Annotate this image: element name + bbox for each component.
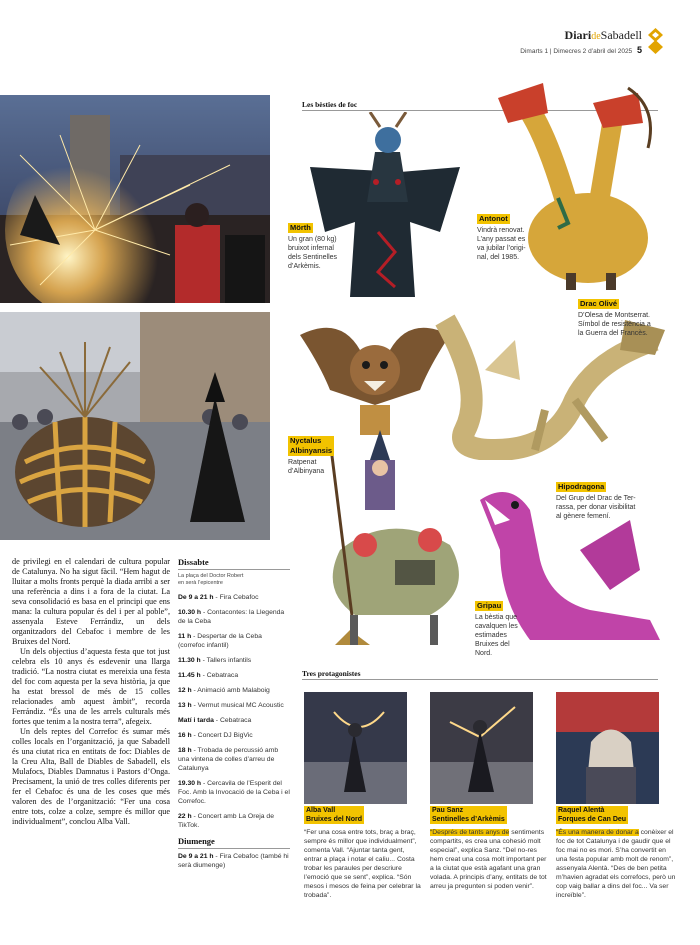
agenda-text: Cebatraca: [206, 672, 239, 679]
divider: [178, 848, 290, 849]
agenda-saturday-list: [178, 593, 290, 830]
agenda-item: [178, 686, 290, 695]
agenda-text: Contacontes: la Llegenda de la Ceba: [178, 609, 285, 625]
article-paragraph: Un dels objectius d’aquesta festa que tot just celebra els 10 anys és esdevenir una llarga tradició. “La nostra ciutat es mereixia una festa del foc com aquesta per la seva història, ja que ha estat bressol de més de 15 colles relacionades amb aquest àmbit”, recorda Ferrándiz. “És una de les arrels culturals més fortes que tenim a la nostra terra”, afegeix.: [12, 647, 170, 726]
agenda-text: Cebatraca: [219, 717, 252, 724]
agenda-item: [178, 746, 290, 773]
agenda-sunday-list: [178, 852, 290, 870]
protagonist-name-tag: Raquel Alentà Forques de Can Deu: [558, 807, 627, 823]
protagonists-section-title: Tres protagonistes: [302, 669, 361, 678]
masthead: [565, 28, 642, 43]
agenda-separator: -: [200, 672, 207, 679]
agenda-item: [178, 671, 290, 680]
agenda-text: Vermut musical MC Acoustic: [197, 702, 284, 709]
agenda-separator: -: [213, 717, 220, 724]
agenda-time: De 9 a 21 h: [178, 594, 214, 601]
agenda-separator: -: [191, 813, 198, 820]
sabadell-shield-icon: [648, 28, 663, 54]
protagonist-card-pau: [430, 806, 550, 891]
raquel-alenta-photo: [556, 692, 659, 804]
agenda-time: 11 h: [178, 633, 192, 640]
agenda-separator: -: [213, 594, 220, 601]
ceba-sculpture-photo: [0, 312, 270, 540]
agenda-separator: -: [191, 687, 198, 694]
caption-nyctalus: Nyctalus Albinyansis Ratpenat d’Albinyana: [288, 436, 333, 475]
page-number: 5: [636, 45, 642, 55]
agenda-time: 10.30 h: [178, 609, 202, 616]
correfoc-fireworks-photo: [0, 95, 270, 303]
agenda-time: 13 h: [178, 702, 192, 709]
protagonist-quote: “És una manera de donar a conèixer el foc de tot Catalunya i de gaudir que el foc mai no es mori. S’ha convertit en una festa popular amb molt de renom”, assenyala Alentà. “Des de ben petita m’havien agradat els correfocs, però un cop vaig ballar a dins del foc... Va ser increïble”.: [556, 829, 676, 899]
dateline: [520, 45, 642, 55]
divider: [302, 679, 658, 680]
article-body: [12, 557, 170, 827]
agenda-time: 22 h: [178, 813, 192, 820]
protagonist-quote: “Després de tants anys de sentiments compartits, es crea una cohesió molt especial”, explica Sanz. “Del no-res hem creat una cosa molt important per a la ciutat que està agafant una gran volada. A principis d’any, entitats de tot arreu ja pregunten si poden venir”.: [430, 829, 547, 890]
agenda-saturday-heading: Dissabte: [178, 557, 209, 567]
agenda-separator: -: [191, 702, 198, 709]
agenda-separator: -: [191, 747, 198, 754]
brand-de: de: [591, 31, 601, 42]
article-paragraph: de privilegi en el calendari de cultura popular de Catalunya. No ha sigut fàcil. “Hem hagut de lluitar a molts fronts perquè la diada arribi a ser una referència a dins i a fora de la ciutat. La seva consolidació es basa en el principi que ens mana: la cultura popular és del i per al poble”, assenyala Esteve Ferrándiz, un dels organitzadors del Cebafoc i membre de les Bruixes del Nord.: [12, 557, 170, 646]
agenda-time: 12 h: [178, 687, 192, 694]
caption-gripau: Gripau La bèstia que cavalquen les estimades Bruixes del Nord.: [475, 601, 518, 657]
protagonist-name-tag: Alba Vall Bruixes del Nord: [306, 807, 363, 823]
agenda-time: 18 h: [178, 747, 192, 754]
protagonist-name-tag: Pau Sanz Sentinelles d’Arkèmis: [432, 807, 505, 823]
alba-vall-photo: [304, 692, 407, 804]
agenda-time: 11.45 h: [178, 672, 201, 679]
protagonist-card-alba: [304, 806, 424, 900]
brand-diari: Diari: [564, 28, 592, 42]
agenda: [178, 557, 290, 876]
agenda-item: [178, 608, 290, 626]
beasts-section-title: Les bèsties de foc: [302, 100, 358, 109]
pau-sanz-photo: [430, 692, 533, 804]
agenda-separator: -: [191, 633, 198, 640]
agenda-text: Fira Cebafoc (també hi serà diumenge): [178, 853, 289, 869]
agenda-location: La plaça del Doctor Robert en serà l’epicentre: [178, 573, 244, 586]
agenda-item: [178, 779, 290, 806]
agenda-time: 11.30 h: [178, 657, 201, 664]
agenda-text: Cercavila de l’Esperit del Foc. Amb la Invocació de la Ceba i el Correfoc.: [178, 780, 290, 805]
brand-sabadell: Sabadell: [600, 28, 642, 42]
caption-morth: Mörth Un gran (80 kg) bruixot infernal dels Sentinelles d’Arkèmis.: [288, 223, 338, 270]
agenda-item: [178, 701, 290, 710]
agenda-separator: -: [201, 609, 208, 616]
caption-drac-olive: Drac Olivé D’Olesa de Montserrat. Símbol de resistència a la Guerra del Francès.: [578, 299, 651, 337]
agenda-item: [178, 716, 290, 725]
caption-hipodragona: Hipodragona Del Grup del Drac de Ter- rassa, per donar visibilitat al gènere femení.: [556, 482, 636, 520]
caption-antonot: Antonot Vindrà renovat. L’any passat es va jubilar l’origi- nal, del 1985.: [477, 214, 526, 261]
date-text: Dimarts 1 | Dimecres 2 d’abril del 2025: [520, 48, 633, 55]
protagonist-card-raquel: [556, 806, 676, 900]
agenda-sunday-heading: Diumenge: [178, 836, 215, 846]
agenda-text: Animació amb Malaboig: [197, 687, 270, 694]
agenda-text: Despertar de la Ceba (correfoc infantil): [178, 633, 262, 649]
agenda-item: [178, 731, 290, 740]
agenda-item: [178, 812, 290, 830]
agenda-text: Tallers infantils: [206, 657, 252, 664]
agenda-separator: -: [201, 780, 208, 787]
agenda-item: [178, 852, 290, 870]
agenda-item: [178, 656, 290, 665]
agenda-time: De 9 a 21 h: [178, 853, 214, 860]
agenda-separator: -: [191, 732, 198, 739]
agenda-text: Concert amb La Oreja de TikTok.: [178, 813, 274, 829]
agenda-time: Matí i tarda: [178, 717, 214, 724]
agenda-time: 16 h: [178, 732, 192, 739]
agenda-separator: -: [200, 657, 207, 664]
agenda-separator: -: [213, 853, 220, 860]
agenda-item: [178, 593, 290, 602]
article-paragraph: Un dels reptes del Correfoc és sumar més colles locals en l’organització, ja que Sabadell és una ciutat rica en entitats de foc: Diables de la Creu Alta, Ball de Diables de Sabadell, els Mulafocs, Diables Damnatus i Pastors d’Onga. Precisament, la unió de tres colles diferents per fer el Cebafoc és una de les coses que més valoren des de l’organització: “Fer una cosa entre tots, colze a colze, sempre és millor que individualment”, conclou Alba Vall.: [12, 727, 170, 826]
agenda-item: [178, 632, 290, 650]
agenda-text: Trobada de percussió amb una vintena de colles d’arreu de Catalunya: [178, 747, 279, 772]
divider: [178, 569, 290, 570]
agenda-text: Fira Cebafoc: [219, 594, 259, 601]
agenda-time: 19.30 h: [178, 780, 202, 787]
agenda-text: Concert DJ BigVic: [197, 732, 253, 739]
protagonist-quote: “Fer una cosa entre tots, braç a braç, sempre és millor que individualment”, comenta Vall. “Ajuntar tanta gent, entrar a plaça i notar el caliu... Costa trobar les paraules per descriure l’emoció que se sent”, explica. “Són mesos i mesos de feina per celebrar la trobada”.: [304, 829, 421, 899]
